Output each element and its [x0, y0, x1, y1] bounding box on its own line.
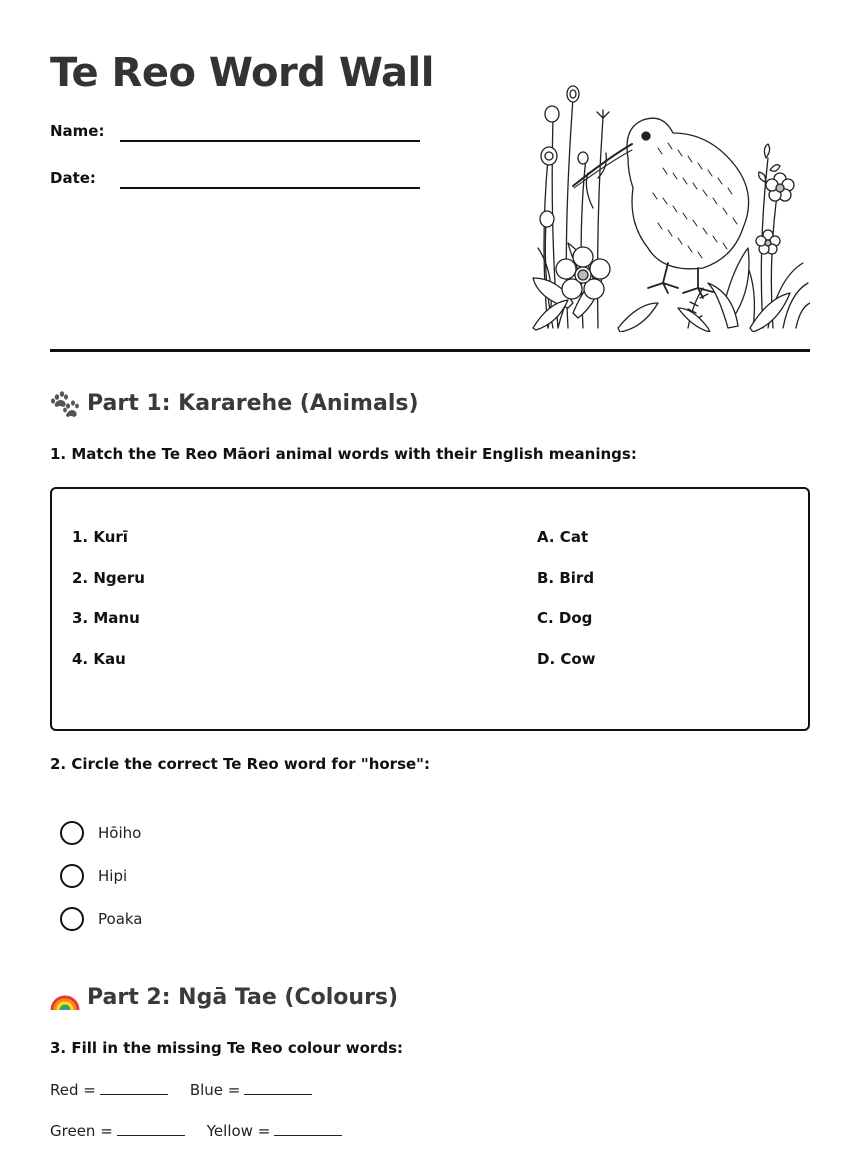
- radio-option-hoiho[interactable]: [60, 821, 141, 845]
- page-title: Te Reo Word Wall: [50, 50, 434, 96]
- part1-heading-text: Part 1: Kararehe (Animals): [87, 390, 419, 416]
- question-1-prompt: 1. Match the Te Reo Māori animal words with their English meanings:: [50, 445, 637, 463]
- date-line[interactable]: [120, 187, 420, 189]
- match-right-b[interactable]: B. Bird: [537, 569, 595, 587]
- match-right-d[interactable]: D. Cow: [537, 650, 596, 668]
- matching-box: [50, 487, 810, 731]
- fill-label-yellow: Yellow =: [206, 1122, 271, 1140]
- radio-option-hipi[interactable]: [60, 864, 127, 888]
- section-divider: [50, 349, 810, 352]
- question-3-prompt: 3. Fill in the missing Te Reo colour words:: [50, 1039, 403, 1057]
- worksheet-page: [50, 0, 810, 1161]
- name-line[interactable]: [120, 140, 420, 142]
- radio-circle[interactable]: [60, 821, 84, 845]
- option-label: Hōiho: [98, 824, 142, 842]
- match-left-2[interactable]: 2. Ngeru: [72, 569, 145, 587]
- radio-circle[interactable]: [60, 907, 84, 931]
- radio-circle[interactable]: [60, 864, 84, 888]
- part2-heading: [50, 982, 398, 1012]
- blank-yellow[interactable]: [274, 1123, 342, 1136]
- match-right-a[interactable]: A. Cat: [537, 528, 589, 546]
- blank-green[interactable]: [117, 1123, 185, 1136]
- fill-row-1: [50, 1081, 312, 1099]
- rainbow-icon: [50, 982, 80, 1012]
- fill-label-blue: Blue =: [189, 1081, 241, 1099]
- part2-heading-text: Part 2: Ngā Tae (Colours): [87, 984, 399, 1010]
- match-left-4[interactable]: 4. Kau: [72, 650, 126, 668]
- match-left-1[interactable]: 1. Kurī: [72, 528, 128, 546]
- question-2-prompt: 2. Circle the correct Te Reo word for "horse":: [50, 755, 430, 773]
- option-label: Hipi: [98, 867, 128, 885]
- part1-heading: [50, 388, 419, 418]
- fill-label-red: Red =: [50, 1081, 96, 1099]
- option-label: Poaka: [98, 910, 143, 928]
- name-label: Name:: [50, 122, 105, 140]
- fill-label-green: Green =: [50, 1122, 113, 1140]
- match-right-c[interactable]: C. Dog: [537, 609, 593, 627]
- radio-option-poaka[interactable]: [60, 907, 143, 931]
- paw-prints-icon: [50, 388, 80, 418]
- date-label: Date:: [50, 169, 96, 187]
- fill-row-2: [50, 1122, 342, 1140]
- kiwi-illustration: [528, 78, 810, 332]
- blank-blue[interactable]: [244, 1082, 312, 1095]
- match-left-3[interactable]: 3. Manu: [72, 609, 140, 627]
- blank-red[interactable]: [100, 1082, 168, 1095]
